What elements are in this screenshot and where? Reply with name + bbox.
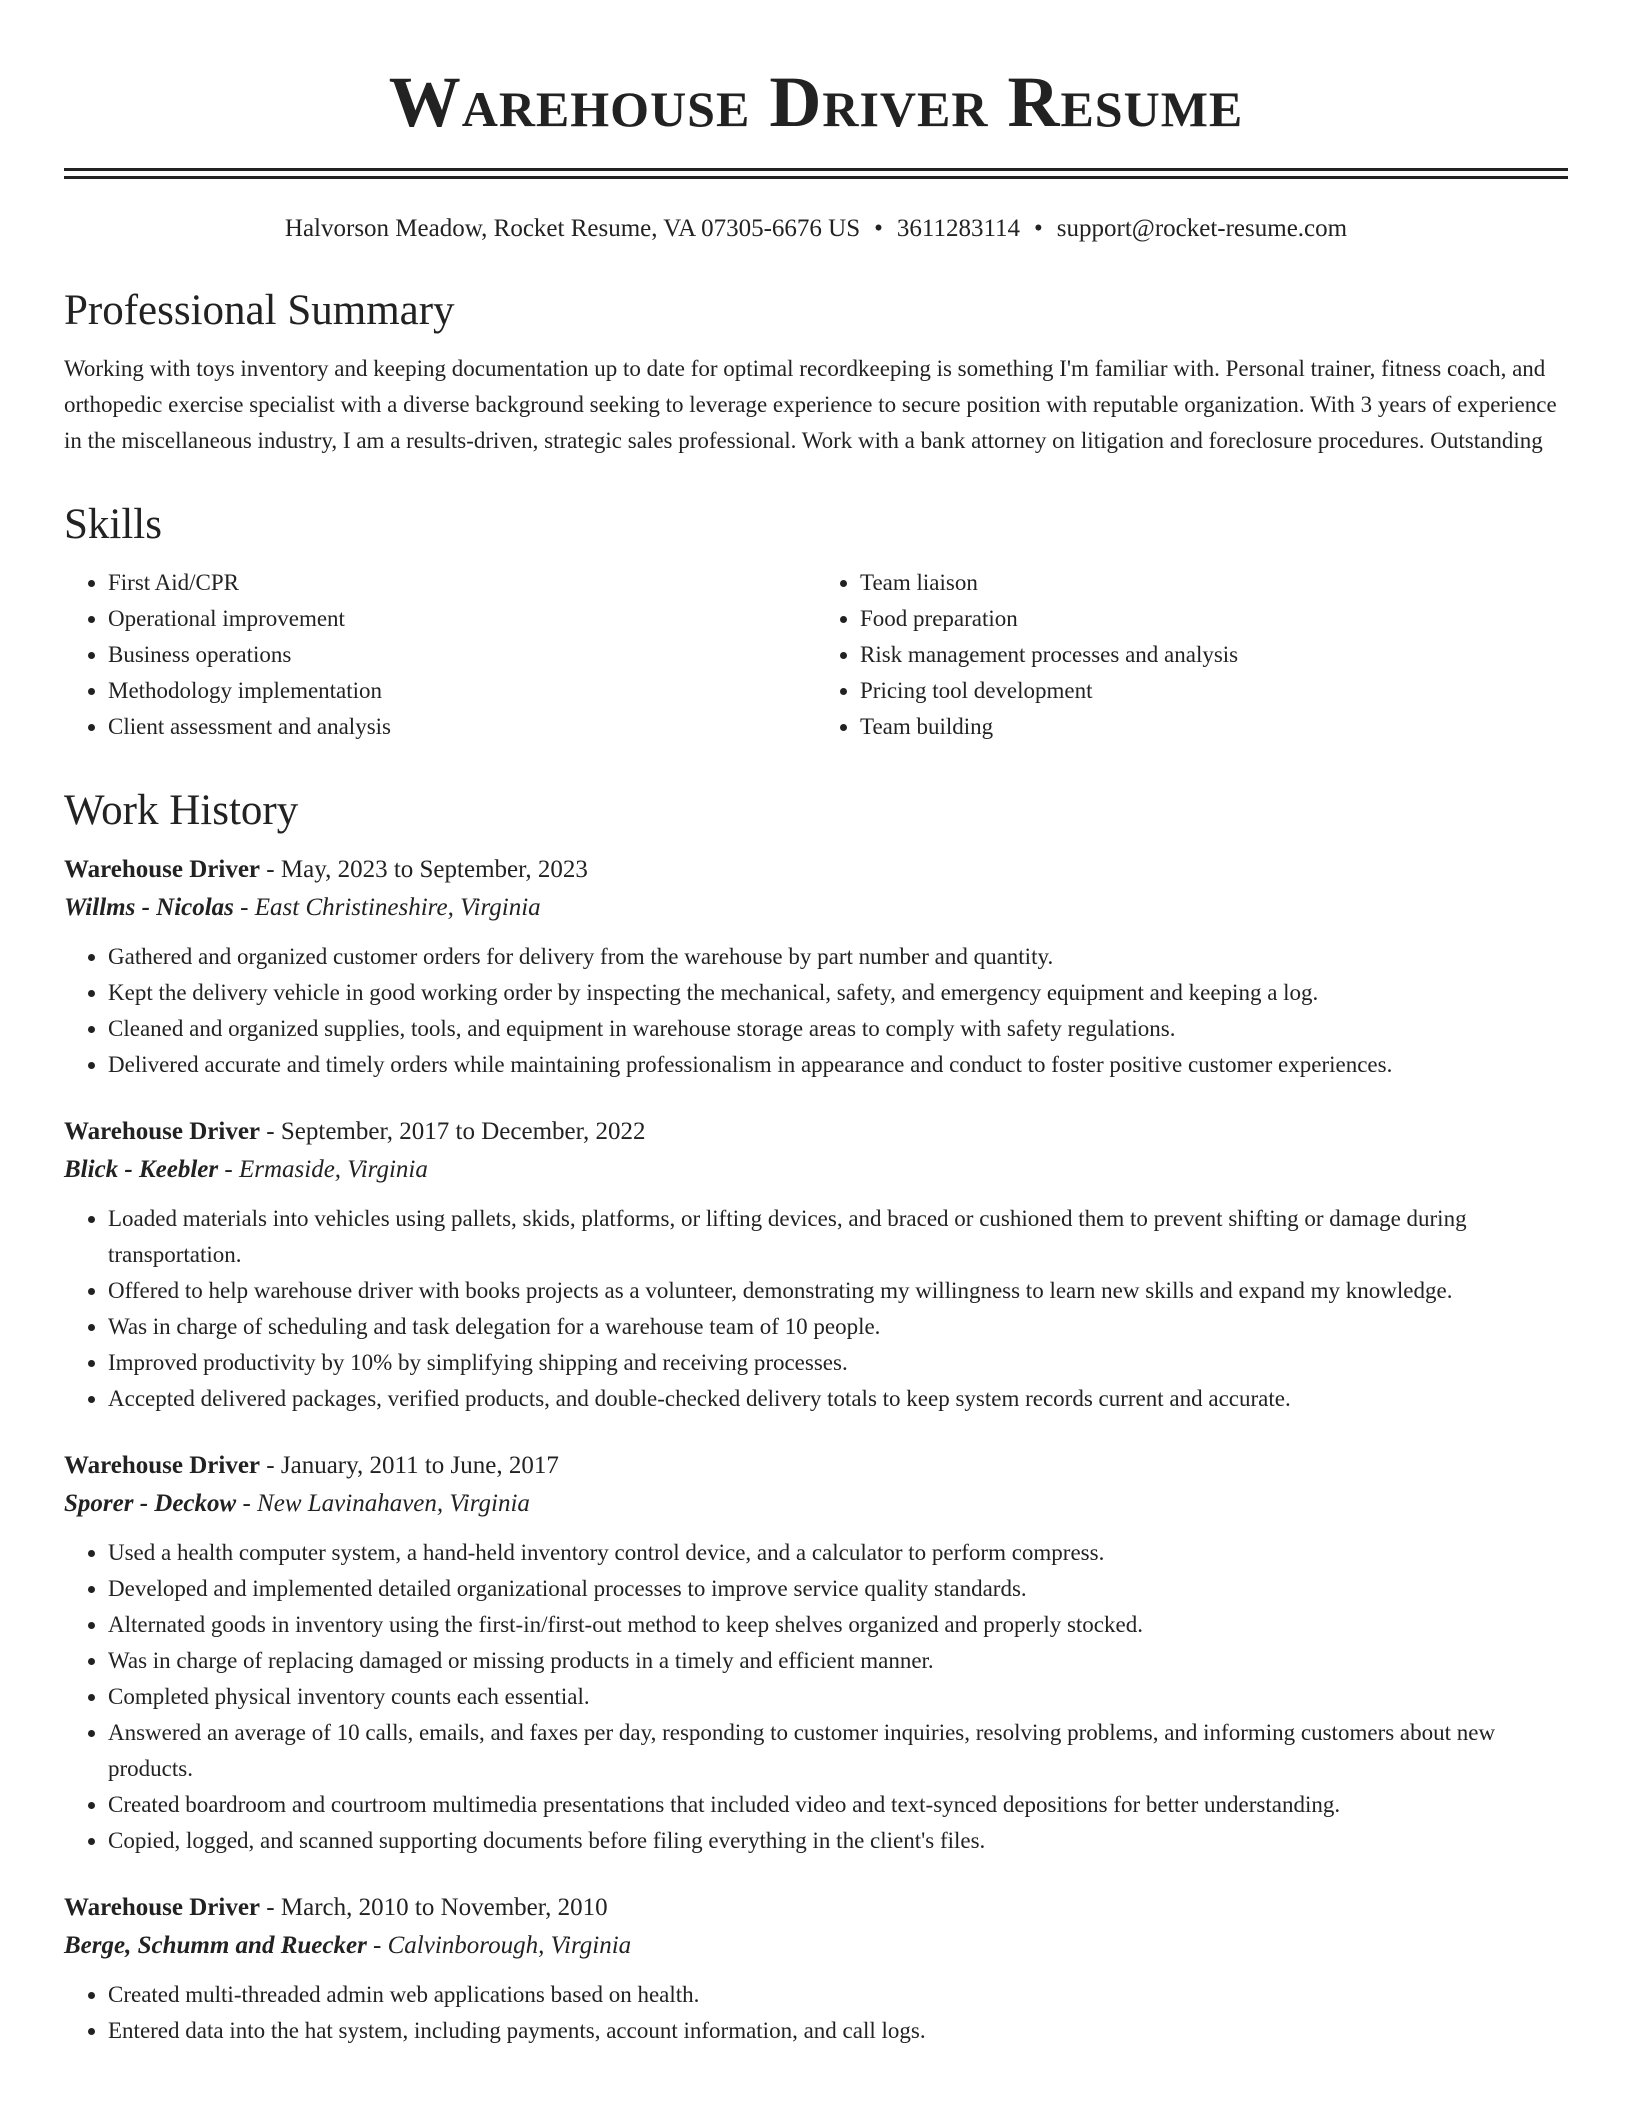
title-double-rule [64,168,1568,179]
job-location: New Lavinahaven, Virginia [257,1490,530,1517]
job-bullet: • Used a health computer system, a hand-held inventory control device, and a calculator to perform compress. [108,1535,1568,1571]
skill-item: • Client assessment and analysis [108,709,816,745]
job-company-line: Willms - Nicolas - East Christineshire, Virginia [64,894,541,921]
job-entry [64,851,1568,1083]
job-bullet: • Kept the delivery vehicle in good working order by inspecting the mechanical, safety, and emergency equipment and keeping a log. [108,975,1568,1011]
contact-phone: 3611283114 [896,215,1021,242]
job-title: Warehouse Driver [64,1118,261,1145]
job-company-line: Berge, Schumm and Ruecker - Calvinborough, Virginia [64,1932,632,1959]
job-company-line: Blick - Keebler - Ermaside, Virginia [64,1156,428,1183]
job-bullet: • Created multi-threaded admin web applications based on health. [108,1977,1568,2013]
job-title: Warehouse Driver [64,1452,261,1479]
skill-item: • Pricing tool development [860,673,1568,709]
contact-line [64,213,1568,245]
skill-item: • Food preparation [860,601,1568,637]
job-bullet: • Entered data into the hat system, including payments, account information, and call logs. [108,2013,1568,2049]
contact-address: Halvorson Meadow, Rocket Resume, VA 07305-6676 US [284,215,861,242]
job-bullets [64,1977,1568,2049]
job-bullet: • Improved productivity by 10% by simplifying shipping and receiving processes. [108,1345,1568,1381]
job-location: Calvinborough, Virginia [387,1932,632,1959]
job-dates: March, 2010 to November, 2010 [280,1894,608,1921]
job-entry [64,1447,1568,1859]
job-bullet: • Copied, logged, and scanned supporting documents before filing everything in the client's files. [108,1823,1568,1859]
skill-item: • Risk management processes and analysis [860,637,1568,673]
job-company: Berge, Schumm and Ruecker [64,1932,367,1959]
job-company: Willms - Nicolas [64,894,234,921]
job-bullet: • Completed physical inventory counts each essential. [108,1679,1568,1715]
skill-item: • Operational improvement [108,601,816,637]
job-location: East Christineshire, Virginia [254,894,541,921]
job-dates: January, 2011 to June, 2017 [280,1452,559,1479]
job-company: Sporer - Deckow [64,1490,237,1517]
job-company-line: Sporer - Deckow - New Lavinahaven, Virginia [64,1490,530,1517]
skill-item: • Team liaison [860,565,1568,601]
summary-heading: Professional Summary [64,287,455,334]
job-bullet: • Accepted delivered packages, verified products, and double-checked delivery totals to keep system records current and accurate. [108,1381,1568,1417]
skill-item: • Team building [860,709,1568,745]
job-company: Blick - Keebler [64,1156,219,1183]
job-dates: May, 2023 to September, 2023 [280,856,588,883]
skill-item: • Methodology implementation [108,673,816,709]
job-entry [64,1889,1568,2049]
job-bullet: • Gathered and organized customer orders for delivery from the warehouse by part number and quantity. [108,939,1568,975]
job-bullet: • Loaded materials into vehicles using pallets, skids, platforms, or lifting devices, and braced or cushioned them to prevent shifting or damage during transportation. [108,1201,1568,1273]
job-bullet: • Was in charge of scheduling and task delegation for a warehouse team of 10 people. [108,1309,1568,1345]
job-bullet: • Offered to help warehouse driver with books projects as a volunteer, demonstrating my willingness to learn new skills and expand my knowledge. [108,1273,1568,1309]
skill-item: • First Aid/CPR [108,565,816,601]
job-bullet: • Alternated goods in inventory using the first-in/first-out method to keep shelves organized and properly stocked. [108,1607,1568,1643]
job-entry [64,1113,1568,1417]
job-title: Warehouse Driver [64,1894,261,1921]
contact-email: support@rocket-resume.com [1056,215,1348,242]
job-location: Ermaside, Virginia [238,1156,428,1183]
resume-title: Warehouse Driver Resume [388,62,1244,142]
job-bullets [64,939,1568,1083]
contact-separator: • [874,215,883,242]
job-bullet: • Answered an average of 10 calls, emails, and faxes per day, responding to customer inquiries, resolving problems, and informing customers about new products. [108,1715,1568,1787]
job-header: Warehouse Driver - January, 2011 to June, 2017 [64,1452,559,1479]
skills-heading: Skills [64,501,162,548]
job-header: Warehouse Driver - May, 2023 to September, 2023 [64,856,588,883]
skills-column-left [64,565,816,745]
work-history-heading: Work History [64,787,299,834]
summary-text: Working with toys inventory and keeping documentation up to date for optimal recordkeeping is something I'm familiar with. Personal trainer, fitness coach, and orthopedic exercise specialist with a diverse background seeking to leverage experience to secure position with reputable organization. With 3 years of experience in the miscellaneous industry, I am a results-driven, strategic sales professional. Work with a bank attorney on litigation and foreclosure procedures. Outstanding [64,356,1557,453]
job-dates: September, 2017 to December, 2022 [280,1118,646,1145]
job-bullet: • Developed and implemented detailed organizational processes to improve service quality standards. [108,1571,1568,1607]
job-bullet: • Created boardroom and courtroom multimedia presentations that included video and text-synced depositions for better understanding. [108,1787,1568,1823]
skills-column-right [816,565,1568,745]
job-header: Warehouse Driver - September, 2017 to December, 2022 [64,1118,646,1145]
job-bullets [64,1535,1568,1859]
job-header: Warehouse Driver - March, 2010 to November, 2010 [64,1894,608,1921]
job-bullets [64,1201,1568,1417]
job-bullet: • Delivered accurate and timely orders while maintaining professionalism in appearance and conduct to foster positive customer experiences. [108,1047,1568,1083]
contact-separator: • [1034,215,1043,242]
job-bullet: • Was in charge of replacing damaged or missing products in a timely and efficient manner. [108,1643,1568,1679]
job-bullet: • Cleaned and organized supplies, tools, and equipment in warehouse storage areas to comply with safety regulations. [108,1011,1568,1047]
job-title: Warehouse Driver [64,856,261,883]
skill-item: • Business operations [108,637,816,673]
skills-list [64,565,1568,745]
